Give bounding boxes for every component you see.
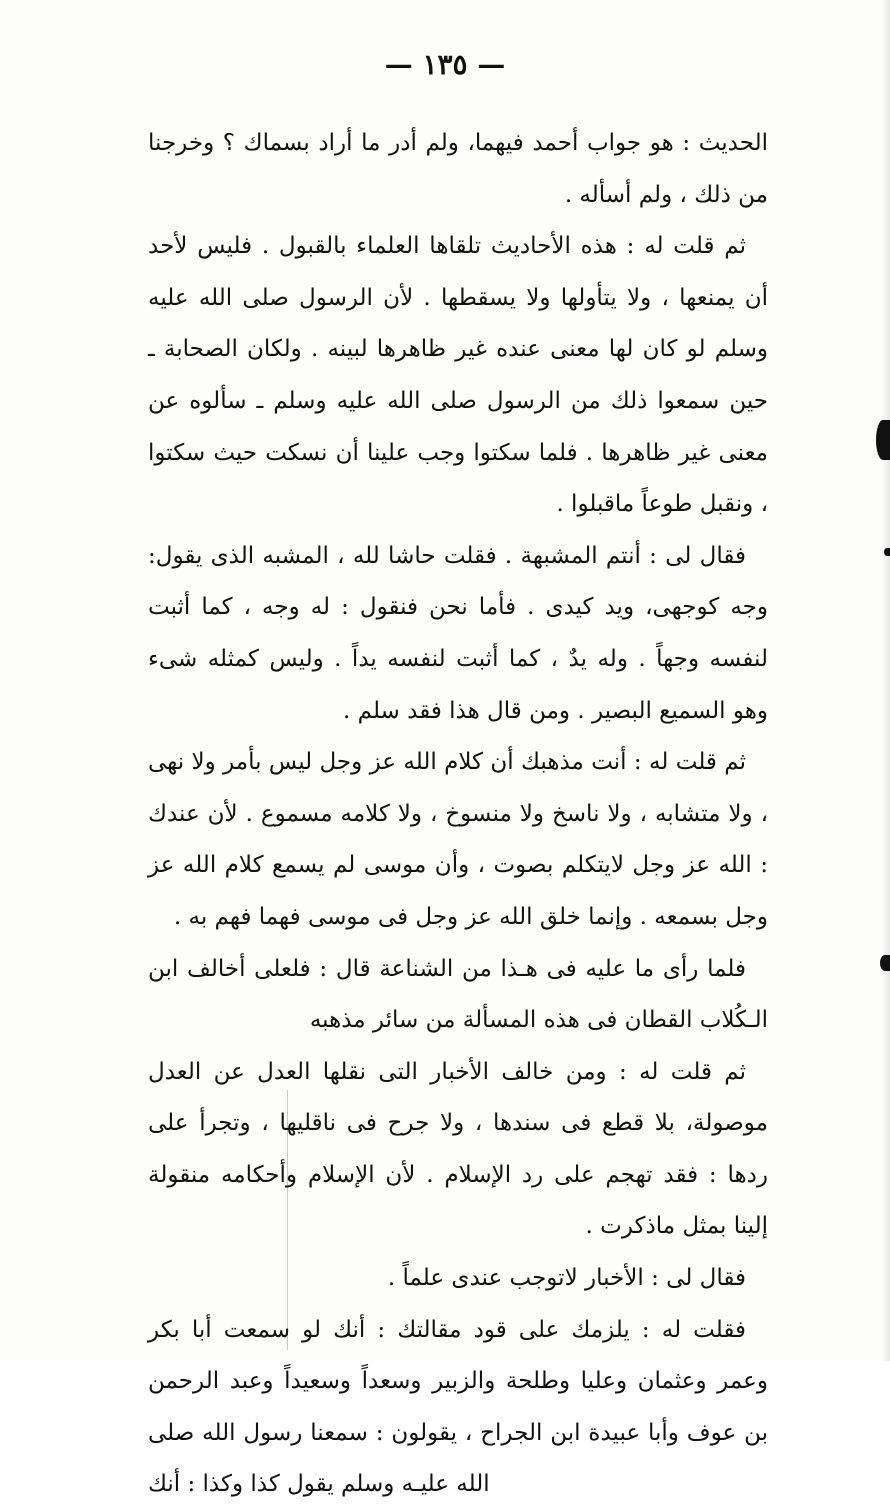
margin-ink-mark <box>876 420 890 460</box>
paragraph: فقلت له : يلزمك على قود مقالتك : أنك لو سمعت أبا بكر وعمر وعثمان وعليا وطلحة والزبير وسعداً وسعيداً وعبد الرحمن بن عوف وأبا عبيدة ابن الجراح ، يقولون : سمعنا رسول الله صلى الله عليـه وسلم يقول كذا وكذا : أنك <box>148 1316 768 1498</box>
page-number: — ١٣٥ — <box>384 48 506 81</box>
paragraph: ثم قلت له : ومن خالف الأخبار التى نقلها العدل عن العدل موصولة، بلا قطع فى سندها ، ولا جرح فى ناقليها ، وتجرأ على ردها : فقد تهجم على رد الإسلام . لأن الإسلام وأحكامه منقولة إلينا بمثل ماذكرت . <box>148 1058 768 1240</box>
paragraph: فقال لى : أنتم المشبهة . فقلت حاشا لله ، المشبه الذى يقول: وجه كوجهى، ويد كيدى . فأما نحن فنقول : له وجه ، كما أثبت لنفسه وجهاً . وله يدٌ ، كما أثبت لنفسه يداً . وليس كمثله شىء وهو السميع البصير . ومن قال هذا فقد سلم . <box>148 542 768 724</box>
paragraph: الحديث : هو جواب أحمد فيهما، ولم أدر ما أراد بسماك ؟ وخرجنا من ذلك ، ولم أسأله . <box>148 130 768 208</box>
page-edge-shadow <box>882 0 890 1361</box>
main-text <box>148 118 768 1511</box>
paragraph: ثم قلت له : أنت مذهبك أن كلام الله عز وجل ليس بأمر ولا نهى ، ولا متشابه ، ولا ناسخ ولا منسوخ ، ولا كلامه مسموع . لأن عندك : الله عز وجل لايتكلم بصوت ، وأن موسى لم يسمع كلام الله عز وجل بسمعه . وإنما خلق الله عز وجل فى موسى فهما فهم به . <box>148 749 768 930</box>
paragraph: فقال لى : الأخبار لاتوجب عندى علماً . <box>387 1265 746 1292</box>
paragraph: ثم قلت له : هذه الأحاديث تلقاها العلماء بالقبول . فليس لأحد أن يمنعها ، ولا يتأولها ولا يسقطها . لأن الرسول صلى الله عليه وسلم لو كان لها معنى عنده غير ظاهرها لبينه . ولكان الصحابة ـ حين سمعوا ذلك من الرسول صلى الله عليه وسلم ـ سألوه عن معنى غير ظاهرها . فلما سكتوا وجب علينا أن نسكت حيث سكتوا ، ونقبل طوعاً ماقبلوا . <box>148 233 768 518</box>
paragraph: فلما رأى ما عليه فى هـذا من الشناعة قال : فلعلى أخالف ابن الـكُلاب القطان فى هذه المسألة من سائر مذهبه <box>148 955 768 1034</box>
margin-ink-dot <box>884 548 890 556</box>
margin-ink-dot <box>880 955 890 971</box>
